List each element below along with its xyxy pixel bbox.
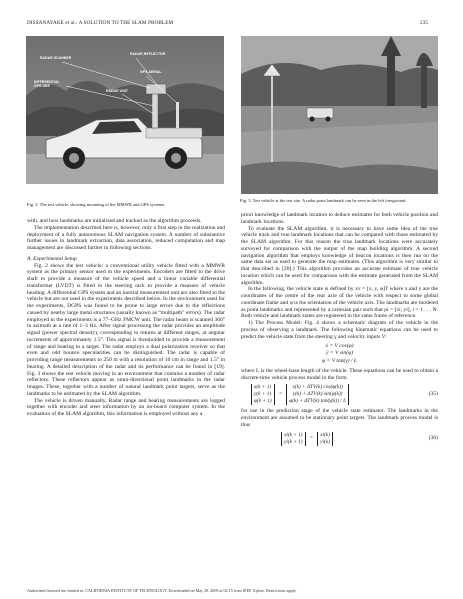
radar-scanner-label: RADAR SCANNER xyxy=(40,56,72,60)
left-paragraph-1: with, and how landmarks are initialized and tracked as the algorithm proceeds. xyxy=(27,218,202,224)
equation-36: xi(k + 1) yi(k + 1) = xi(k) yi(k) (36) xyxy=(281,432,438,446)
equation-36-number: (36) xyxy=(428,435,438,442)
equation-ydot: ẏ = V sin(φ) xyxy=(325,350,354,357)
eq35-lhs-row: y(k + 1) xyxy=(254,391,272,398)
right-column xyxy=(241,212,438,446)
page-number: 235 xyxy=(420,20,429,26)
gps-aerial-label: GPS AERIAL xyxy=(140,70,162,74)
left-paragraph-3: Fig. 2 shows the test vehicle; a conventional utility vehicle fitted with a MMWR system as the primary sensor used in the experiments. Encoders are fitted to the drive shaft to provide a measure of the vehicle speed and a linear variable differential transformer (LVDT) is fitted to the steering rack to provide a measure of vehicle heading. A differential GPS system and an inertial measurement unit are also fitted to the vehicle but are not used in the experiments described below. In the environment used for the experiments, DGPS was found to be prone to large errors due to the reflections caused by nearby large metal structures (usually known as “multipath” errors). The radar employed in the experiments is a 77–GHz FMCW unit. The radar beam is scanned 360° in azimuth at a rate of 1–3 Hz. After signal processing the radar provides an amplitude signal (power spectral density), corresponding to returns at different ranges, at angular increments of approximately 1.5°. This signal is thresholded to provide a measurement of range and bearing to a target. The radar employs a dual polarization receiver so that even and odd bounce specularities can be distinguished. The radar is capable of providing range measurements to 250 m with a resolution of 10 cm in range and 1.5° in bearing. A detailed description of the radar and its performance can be found in [19]. Fig. 3 shows the test vehicle moving in an environment that contains a number of radar reflectors. These reflectors appear as omni-directional point landmarks in the radar images. These, together with a number of natural landmark point targets, serve as the landmarks to be estimated by the SLAM algorithm. xyxy=(27,262,225,397)
left-column xyxy=(27,218,225,418)
equation-35-number: (35) xyxy=(428,391,438,398)
equation-36-lhs xyxy=(281,432,306,446)
running-title: DISSANAYAKE et al.: A SOLUTION TO THE SLAM PROBLEM xyxy=(27,20,174,26)
right-paragraph-4: 1) The Process Model: Fig. 4 shows a schematic diagram of the vehicle in the process of observing a landmark. The following kinematic equations can be used to predict the vehicle state from the steering γ and velocity inputs V: xyxy=(241,320,438,340)
section-heading-experimental-setup: A. Experimental Setup xyxy=(27,255,77,262)
right-paragraph-3: In the following, the vehicle state is defined by xv = [x, y, φ]T where x and y are the coordinates of the centre of the rear axle of the vehicle with respect to some global coordinate frame and φ is the orientation of the vehicle axis. The landmarks are modeled as point landmarks and represented by a cartesian pair such that pi = [xi, yi], i = 1 . . . N. Both vehicle and landmark states are registered in the same frame of reference. xyxy=(241,286,438,320)
figure-3-photo xyxy=(241,36,438,194)
figure-2-caption: Fig. 2. The test vehicle, showing mounting of the MMWR and GPS systems. xyxy=(27,202,166,207)
eq35-rhs-row: y(k) + ΔTV(k) sin(φ(k)) xyxy=(292,391,343,398)
eq36-rhs-row: xi(k) xyxy=(320,431,330,438)
eq35-lhs-row: x(k + 1) xyxy=(254,384,272,391)
kinematic-equations xyxy=(241,343,438,365)
right-paragraph-1: priori knowledge of landmark location to deduce estimates for both vehicle position and landmark locations. xyxy=(241,212,438,225)
left-paragraph-2: The implementation described here is, however, only a first step in the realization and deployment of a fully autonomous SLAM navigation system. A number of substantive further issues in landmark extraction, data association, reduced computation and map management are discussed further in following sections. xyxy=(27,224,225,251)
equation-36-rhs xyxy=(317,432,333,446)
left-paragraph-4: The vehicle is driven manually. Radar range and bearing measurements are logged together with encoder and steer information by an on-board computer system. In the evaluation of the SLAM algorithm, this information is employed without any a xyxy=(27,397,225,417)
eq35-lhs-row: φ(k + 1) xyxy=(254,398,272,405)
equation-35: x(k + 1) y(k + 1) φ(k + 1) = x(k) + ΔTV(k) cos(φ(k)) y(k) + ΔTV(k) sin(φ(k)) φ(k) + ΔTV(k) tan(γ(k)) / L (35) xyxy=(251,384,438,405)
eq36-lhs-row: yi(k + 1) xyxy=(284,438,303,445)
license-footer: Authorized licensed use limited to: CALIFORNIA INSTITUTE OF TECHNOLOGY. Downloaded on May 29, 2009 at 02:15 from IEEE Xplore. Restrictions apply. xyxy=(27,588,297,593)
radar-reflector-label: RADAR REFLECTOR xyxy=(130,52,166,56)
differential-gps-label: DIFFERENTIAL GPS DRE xyxy=(34,80,60,88)
right-paragraph-6: for use in the prediction stage of the vehicle state estimator. The landmarks in the environment are assumed to be stationary point targets. The landmark process model is thus xyxy=(241,408,438,428)
figure-3-caption: Fig. 3. Test vehicle at the test site. A radar point landmark can be seen in the left foreground. xyxy=(240,198,407,203)
test-site-photo-illustration xyxy=(241,36,438,194)
eq35-rhs-row: φ(k) + ΔTV(k) tan(γ(k)) / L xyxy=(289,398,347,405)
equation-phidot: φ̇ = V tan(γ) / L xyxy=(322,357,357,364)
eq36-lhs-row: xi(k + 1) xyxy=(284,431,303,438)
equation-35-rhs xyxy=(286,384,349,405)
eq36-rhs-row: yi(k) xyxy=(320,438,330,445)
right-paragraph-5: where L is the wheel-base length of the vehicle. These equations can be used to obtain a discrete-time vehicle process model in the form xyxy=(241,367,438,381)
equation-35-lhs xyxy=(251,384,275,405)
right-paragraph-2: To evaluate the SLAM algorithm, it is necessary to have some idea of the true vehicle track and true landmark locations that can be compared with those estimated by the SLAM algorithm. For this reason the true landmark locations were accurately surveyed for comparison with the output of the map building algorithm. A second navigation algorithm that employs knowledge of beacon locations is then run on the same data set as used to generate the map estimates. (This algorithm is very similar to that described in [20].) This algorithm provides an accurate estimate of true vehicle location which can be used for comparison with the estimate generated from the SLAM algorithm. xyxy=(241,225,438,286)
figure-2-photo xyxy=(26,36,224,184)
eq35-rhs-row: x(k) + ΔTV(k) cos(φ(k)) xyxy=(292,384,343,391)
radar-unit-label: RADAR UNIT xyxy=(106,89,129,93)
equation-xdot: ẋ = V cos(φ) xyxy=(325,343,354,350)
